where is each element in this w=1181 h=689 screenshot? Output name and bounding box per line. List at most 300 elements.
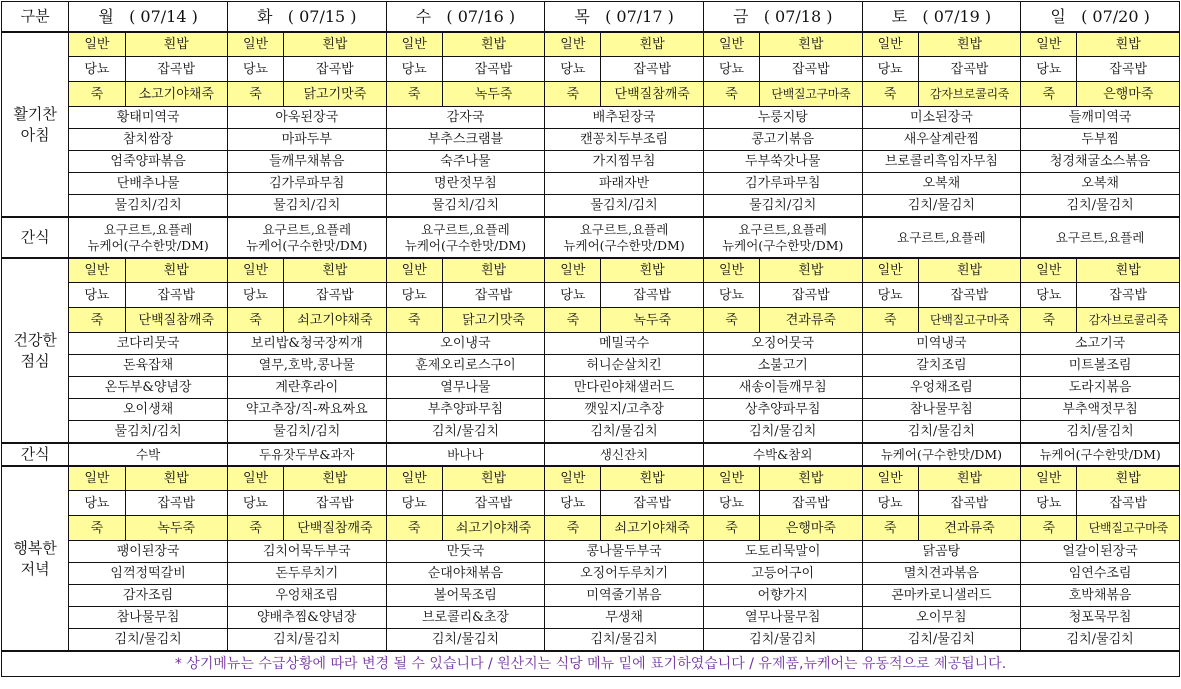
dish-item: 메밀국수 <box>545 333 704 355</box>
dish-item: 김치/물김치 <box>227 629 386 652</box>
dish-item: 파래자반 <box>545 173 704 195</box>
day-name: 화 <box>257 6 273 26</box>
regular-option: 일반 <box>386 32 442 57</box>
mixed-grain-option: 잡곡밥 <box>918 57 1020 82</box>
porridge-label: 죽 <box>703 82 759 107</box>
dish-item: 김치/물김치 <box>703 421 862 444</box>
diabetic-option: 당뇨 <box>386 491 442 516</box>
diabetic-option: 당뇨 <box>69 57 125 82</box>
day-date: ( 07/17 ) <box>605 6 674 26</box>
dish-item: 미역줄기볶음 <box>545 585 704 607</box>
dish-item: 깻잎지/고추장 <box>545 399 704 421</box>
dish-item: 오징어두루치기 <box>545 563 704 585</box>
mixed-grain-option: 잡곡밥 <box>284 491 386 516</box>
dish-item: 새우살계란찜 <box>862 129 1021 151</box>
regular-option: 일반 <box>227 32 283 57</box>
mixed-grain-option: 잡곡밥 <box>760 283 862 308</box>
regular-option: 일반 <box>227 258 283 283</box>
dish-row <box>2 629 1180 652</box>
regular-option: 일반 <box>545 466 601 491</box>
day-header <box>227 2 386 33</box>
dish-item: 소불고기 <box>703 355 862 377</box>
dish-item: 새송이들깨무침 <box>703 377 862 399</box>
porridge-row <box>2 82 1180 107</box>
dish-row <box>2 107 1180 129</box>
white-rice-option: 흰밥 <box>760 32 862 57</box>
snack-item: 요구르트,요플레 <box>579 221 669 237</box>
snack-row <box>2 443 1180 466</box>
dish-item: 호박채볶음 <box>1021 585 1180 607</box>
regular-option: 일반 <box>1021 32 1077 57</box>
dish-item: 멸치견과볶음 <box>862 563 1021 585</box>
dish-item: 콩나물두부국 <box>545 541 704 563</box>
mixed-grain-option: 잡곡밥 <box>1077 491 1180 516</box>
diabetic-option: 당뇨 <box>386 57 442 82</box>
snack-cell <box>703 217 862 258</box>
white-rice-option: 흰밥 <box>442 466 544 491</box>
diabetic-option: 당뇨 <box>69 283 125 308</box>
porridge-label: 죽 <box>1021 308 1077 333</box>
diabetic-option: 당뇨 <box>227 283 283 308</box>
dish-item: 우엉채조림 <box>227 585 386 607</box>
dish-item: 김치/물김치 <box>1021 421 1180 444</box>
meal-label: 활기찬 아침 <box>2 32 69 217</box>
white-rice-option: 흰밥 <box>918 258 1020 283</box>
meal-option-row <box>2 491 1180 516</box>
dish-row <box>2 377 1180 399</box>
mixed-grain-option: 잡곡밥 <box>125 57 227 82</box>
meal-label: 건강한 점심 <box>2 258 69 443</box>
porridge-label: 죽 <box>862 82 918 107</box>
day-date: ( 07/15 ) <box>287 6 357 26</box>
dish-item: 김가루파무침 <box>703 173 862 195</box>
day-date: ( 07/14 ) <box>129 6 198 26</box>
dish-item: 마파두부 <box>227 129 386 151</box>
diabetic-option: 당뇨 <box>703 283 759 308</box>
porridge-label: 죽 <box>69 82 125 107</box>
porridge-item: 은행마죽 <box>1077 82 1180 107</box>
porridge-label: 죽 <box>386 82 442 107</box>
day-date: ( 07/18 ) <box>763 6 833 26</box>
dish-row <box>2 607 1180 629</box>
snack-cell <box>69 443 228 466</box>
dish-item: 김치/물김치 <box>703 629 862 652</box>
snack-cell <box>1021 443 1180 466</box>
dish-item: 고등어구이 <box>703 563 862 585</box>
dish-item: 김치/물김치 <box>1021 629 1180 652</box>
white-rice-option: 흰밥 <box>284 32 386 57</box>
regular-option: 일반 <box>1021 466 1077 491</box>
dish-item: 오복채 <box>862 173 1021 195</box>
mixed-grain-option: 잡곡밥 <box>1077 283 1180 308</box>
porridge-item: 소고기야채죽 <box>125 82 227 107</box>
corner-label: 구분 <box>2 2 69 33</box>
porridge-label: 죽 <box>69 516 125 541</box>
white-rice-option: 흰밥 <box>442 32 544 57</box>
snack-cell <box>862 443 1021 466</box>
dish-item: 청경채굴소스볶음 <box>1021 151 1180 173</box>
porridge-item: 단백질참깨죽 <box>125 308 227 333</box>
dish-item: 엄죽양파볶음 <box>69 151 228 173</box>
porridge-label: 죽 <box>227 308 283 333</box>
regular-option: 일반 <box>69 32 125 57</box>
meal-option-row <box>2 32 1180 57</box>
mixed-grain-option: 잡곡밥 <box>442 283 544 308</box>
dish-item: 닭곰탕 <box>862 541 1021 563</box>
dish-item: 감자조림 <box>69 585 228 607</box>
dish-row <box>2 151 1180 173</box>
dish-item: 상추양파무침 <box>703 399 862 421</box>
regular-option: 일반 <box>862 32 918 57</box>
porridge-item: 감자브로콜리죽 <box>918 82 1020 107</box>
dish-item: 열무,호박,콩나물 <box>227 355 386 377</box>
snack-item: 요구르트,요플레 <box>421 221 510 237</box>
dish-item: 김치/물김치 <box>386 629 545 652</box>
porridge-label: 죽 <box>386 308 442 333</box>
day-date: ( 07/16 ) <box>446 6 516 26</box>
regular-option: 일반 <box>703 466 759 491</box>
regular-option: 일반 <box>69 258 125 283</box>
regular-option: 일반 <box>703 258 759 283</box>
snack-item: 생신잔치 <box>599 446 649 462</box>
dish-item: 들깨무채볶음 <box>227 151 386 173</box>
porridge-item: 단백질고구마죽 <box>918 308 1020 333</box>
meal-option-row <box>2 466 1180 491</box>
dish-item: 오복채 <box>1021 173 1180 195</box>
diabetic-option: 당뇨 <box>862 283 918 308</box>
snack-row <box>2 217 1180 258</box>
dish-item: 어향가지 <box>703 585 862 607</box>
snack-item: 요구르트,요플레 <box>1055 229 1145 245</box>
dish-item: 단배추나물 <box>69 173 228 195</box>
white-rice-option: 흰밥 <box>1077 32 1180 57</box>
meal-option-row <box>2 258 1180 283</box>
mixed-grain-option: 잡곡밥 <box>125 283 227 308</box>
mixed-grain-option: 잡곡밥 <box>442 491 544 516</box>
regular-option: 일반 <box>386 258 442 283</box>
dish-item: 물김치/김치 <box>545 195 704 218</box>
white-rice-option: 흰밥 <box>760 258 862 283</box>
weekly-menu-table <box>1 1 1180 677</box>
dish-item: 만둣국 <box>386 541 545 563</box>
mixed-grain-option: 잡곡밥 <box>442 57 544 82</box>
snack-cell <box>386 443 545 466</box>
dish-item: 부추액젓무침 <box>1021 399 1180 421</box>
porridge-item: 쇠고기야채죽 <box>284 308 386 333</box>
porridge-item: 녹두죽 <box>442 82 544 107</box>
day-header <box>69 2 228 33</box>
dish-item: 열무나물무침 <box>703 607 862 629</box>
day-header <box>703 2 862 33</box>
dish-item: 부추스크램블 <box>386 129 545 151</box>
meal-option-row <box>2 57 1180 82</box>
white-rice-option: 흰밥 <box>601 258 703 283</box>
dish-item: 코다리뭇국 <box>69 333 228 355</box>
white-rice-option: 흰밥 <box>125 32 227 57</box>
dish-item: 온두부&양념장 <box>69 377 228 399</box>
diabetic-option: 당뇨 <box>545 283 601 308</box>
dish-item: 임연수조림 <box>1021 563 1180 585</box>
footnote: * 상기메뉴는 수급상황에 따라 변경 될 수 있습니다 / 원산지는 식당 메뉴 밑에 표기하였습니다 / 유제품,뉴케어는 유동적으로 제공됩니다. <box>2 651 1180 677</box>
day-name: 목 <box>574 6 590 26</box>
day-name: 월 <box>98 6 114 26</box>
mixed-grain-option: 잡곡밥 <box>760 491 862 516</box>
porridge-item: 견과류죽 <box>760 308 862 333</box>
dish-item: 콩고기볶음 <box>703 129 862 151</box>
dish-row <box>2 355 1180 377</box>
dish-item: 물김치/김치 <box>703 195 862 218</box>
porridge-item: 단백질참깨죽 <box>601 82 703 107</box>
dish-item: 청포묵무침 <box>1021 607 1180 629</box>
dish-item: 팽이된장국 <box>69 541 228 563</box>
meal-label: 행복한 저녁 <box>2 466 69 651</box>
snack-item: 뉴케어(구수한맛/DM) <box>87 237 209 253</box>
porridge-label: 죽 <box>703 308 759 333</box>
regular-option: 일반 <box>69 466 125 491</box>
dish-item: 순대야채볶음 <box>386 563 545 585</box>
snack-label: 간식 <box>2 443 69 466</box>
white-rice-option: 흰밥 <box>918 32 1020 57</box>
regular-option: 일반 <box>1021 258 1077 283</box>
day-name: 수 <box>415 6 432 26</box>
diabetic-option: 당뇨 <box>1021 283 1077 308</box>
dish-item: 계란후라이 <box>227 377 386 399</box>
dish-item: 두부쑥갓나물 <box>703 151 862 173</box>
dish-item: 양배추찜&양념장 <box>227 607 386 629</box>
dish-item: 도라지볶음 <box>1021 377 1180 399</box>
diabetic-option: 당뇨 <box>1021 491 1077 516</box>
mixed-grain-option: 잡곡밥 <box>918 283 1020 308</box>
white-rice-option: 흰밥 <box>760 466 862 491</box>
porridge-label: 죽 <box>545 516 601 541</box>
dish-item: 브로콜리흑임자무침 <box>862 151 1021 173</box>
dish-row <box>2 399 1180 421</box>
porridge-label: 죽 <box>69 308 125 333</box>
porridge-item: 단백질고구마죽 <box>760 82 862 107</box>
diabetic-option: 당뇨 <box>545 491 601 516</box>
porridge-item: 감자브로콜리죽 <box>1077 308 1180 333</box>
dish-item: 미역냉국 <box>862 333 1021 355</box>
dish-row <box>2 173 1180 195</box>
diabetic-option: 당뇨 <box>386 283 442 308</box>
porridge-row <box>2 308 1180 333</box>
footnote-row <box>2 651 1180 677</box>
snack-item: 뉴케어(구수한맛/DM) <box>246 237 368 253</box>
porridge-label: 죽 <box>862 308 918 333</box>
dish-item: 두부찜 <box>1021 129 1180 151</box>
snack-item: 수박 <box>136 446 161 462</box>
dish-item: 숙주나물 <box>386 151 545 173</box>
dish-item: 황태미역국 <box>69 107 228 129</box>
porridge-item: 은행마죽 <box>760 516 862 541</box>
mixed-grain-option: 잡곡밥 <box>284 283 386 308</box>
dish-item: 참나물무침 <box>69 607 228 629</box>
dish-item: 무생채 <box>545 607 704 629</box>
diabetic-option: 당뇨 <box>227 491 283 516</box>
dish-row <box>2 195 1180 218</box>
dish-item: 물김치/김치 <box>386 195 545 218</box>
day-header <box>1021 2 1180 33</box>
snack-item: 뉴케어(구수한맛/DM) <box>1039 446 1161 462</box>
dish-row <box>2 541 1180 563</box>
porridge-label: 죽 <box>545 308 601 333</box>
mixed-grain-option: 잡곡밥 <box>601 283 703 308</box>
snack-item: 두유잣두부&과자 <box>258 446 355 462</box>
snack-item: 요구르트,요플레 <box>103 221 193 237</box>
dish-row <box>2 333 1180 355</box>
porridge-label: 죽 <box>227 82 283 107</box>
snack-label: 간식 <box>2 217 69 258</box>
dish-item: 만다린야채샐러드 <box>545 377 704 399</box>
dish-item: 돈육잡채 <box>69 355 228 377</box>
snack-cell <box>227 443 386 466</box>
day-date: ( 07/20 ) <box>1081 6 1150 26</box>
dish-item: 김치/물김치 <box>69 629 228 652</box>
diabetic-option: 당뇨 <box>862 57 918 82</box>
mixed-grain-option: 잡곡밥 <box>918 491 1020 516</box>
diabetic-option: 당뇨 <box>703 491 759 516</box>
dish-item: 미소된장국 <box>862 107 1021 129</box>
dish-item: 오이냉국 <box>386 333 545 355</box>
mixed-grain-option: 잡곡밥 <box>284 57 386 82</box>
dish-row <box>2 421 1180 444</box>
porridge-item: 닭고기맛죽 <box>442 308 544 333</box>
dish-item: 얼갈이된장국 <box>1021 541 1180 563</box>
porridge-item: 견과류죽 <box>918 516 1020 541</box>
dish-row <box>2 563 1180 585</box>
day-header <box>386 2 545 33</box>
dish-item: 물김치/김치 <box>227 421 386 444</box>
white-rice-option: 흰밥 <box>125 466 227 491</box>
dish-item: 김가루파무침 <box>227 173 386 195</box>
snack-item: 수박&참외 <box>753 446 813 462</box>
dish-item: 감자국 <box>386 107 545 129</box>
porridge-item: 닭고기맛죽 <box>284 82 386 107</box>
white-rice-option: 흰밥 <box>601 32 703 57</box>
snack-item: 바나나 <box>447 446 484 462</box>
snack-cell <box>545 217 704 258</box>
mixed-grain-option: 잡곡밥 <box>601 491 703 516</box>
dish-item: 볼어묵조림 <box>386 585 545 607</box>
dish-item: 김치/물김치 <box>862 421 1021 444</box>
dish-item: 김치/물김치 <box>386 421 545 444</box>
dish-item: 김치/물김치 <box>545 629 704 652</box>
snack-item: 뉴케어(구수한맛/DM) <box>404 237 527 253</box>
day-header <box>862 2 1021 33</box>
white-rice-option: 흰밥 <box>1077 466 1180 491</box>
dish-item: 누룽지탕 <box>703 107 862 129</box>
mixed-grain-option: 잡곡밥 <box>1077 57 1180 82</box>
dish-item: 김치/물김치 <box>545 421 704 444</box>
dish-item: 김치어묵두부국 <box>227 541 386 563</box>
day-name: 토 <box>891 6 908 26</box>
dish-item: 김치/물김치 <box>862 195 1021 218</box>
dish-item: 명란젓무침 <box>386 173 545 195</box>
dish-item: 보리밥&청국장찌개 <box>227 333 386 355</box>
dish-item: 캔꽁치두부조림 <box>545 129 704 151</box>
snack-item: 뉴케어(구수한맛/DM) <box>563 237 685 253</box>
meal-option-row <box>2 283 1180 308</box>
dish-item: 김치/물김치 <box>1021 195 1180 218</box>
porridge-row <box>2 516 1180 541</box>
snack-item: 요구르트,요플레 <box>262 221 352 237</box>
dish-item: 가지찜무침 <box>545 151 704 173</box>
dish-item: 물김치/김치 <box>69 195 228 218</box>
diabetic-option: 당뇨 <box>545 57 601 82</box>
dish-item: 갈치조림 <box>862 355 1021 377</box>
dish-item: 물김치/김치 <box>69 421 228 444</box>
dish-item: 소고기국 <box>1021 333 1180 355</box>
mixed-grain-option: 잡곡밥 <box>125 491 227 516</box>
dish-item: 허니순살치킨 <box>545 355 704 377</box>
porridge-item: 쇠고기야채죽 <box>601 516 703 541</box>
dish-item: 콘마카로니샐러드 <box>862 585 1021 607</box>
porridge-label: 죽 <box>386 516 442 541</box>
diabetic-option: 당뇨 <box>703 57 759 82</box>
white-rice-option: 흰밥 <box>125 258 227 283</box>
diabetic-option: 당뇨 <box>1021 57 1077 82</box>
regular-option: 일반 <box>545 258 601 283</box>
dish-item: 약고추장/직-짜요짜요 <box>227 399 386 421</box>
white-rice-option: 흰밥 <box>442 258 544 283</box>
porridge-item: 녹두죽 <box>601 308 703 333</box>
dish-item: 물김치/김치 <box>227 195 386 218</box>
porridge-label: 죽 <box>227 516 283 541</box>
porridge-item: 단백질고구마죽 <box>1077 516 1180 541</box>
mixed-grain-option: 잡곡밥 <box>760 57 862 82</box>
dish-item: 도토리묵말이 <box>703 541 862 563</box>
dish-item: 참나물무침 <box>862 399 1021 421</box>
dish-item: 우엉채조림 <box>862 377 1021 399</box>
dish-item: 미트볼조림 <box>1021 355 1180 377</box>
dish-row <box>2 129 1180 151</box>
dish-row <box>2 585 1180 607</box>
porridge-label: 죽 <box>1021 82 1077 107</box>
dish-item: 김치/물김치 <box>862 629 1021 652</box>
dish-item: 아욱된장국 <box>227 107 386 129</box>
snack-item: 요구르트,요플레 <box>897 229 986 245</box>
regular-option: 일반 <box>386 466 442 491</box>
snack-cell <box>1021 217 1180 258</box>
white-rice-option: 흰밥 <box>918 466 1020 491</box>
porridge-label: 죽 <box>545 82 601 107</box>
dish-item: 임꺽정떡갈비 <box>69 563 228 585</box>
snack-item: 요구르트,요플레 <box>738 221 827 237</box>
day-header <box>545 2 704 33</box>
white-rice-option: 흰밥 <box>1077 258 1180 283</box>
porridge-label: 죽 <box>1021 516 1077 541</box>
snack-cell <box>386 217 545 258</box>
snack-cell <box>69 217 228 258</box>
diabetic-option: 당뇨 <box>69 491 125 516</box>
snack-cell <box>227 217 386 258</box>
dish-item: 배추된장국 <box>545 107 704 129</box>
day-name: 금 <box>732 6 749 26</box>
dish-item: 들깨미역국 <box>1021 107 1180 129</box>
porridge-label: 죽 <box>703 516 759 541</box>
dish-item: 브로콜리&초장 <box>386 607 545 629</box>
white-rice-option: 흰밥 <box>601 466 703 491</box>
dish-item: 열무나물 <box>386 377 545 399</box>
snack-item: 뉴케어(구수한맛/DM) <box>880 446 1003 462</box>
snack-item: 뉴케어(구수한맛/DM) <box>722 237 844 253</box>
day-name: 일 <box>1050 6 1066 26</box>
porridge-label: 죽 <box>862 516 918 541</box>
header-row <box>2 2 1180 33</box>
snack-cell <box>703 443 862 466</box>
day-date: ( 07/19 ) <box>922 6 992 26</box>
white-rice-option: 흰밥 <box>284 466 386 491</box>
